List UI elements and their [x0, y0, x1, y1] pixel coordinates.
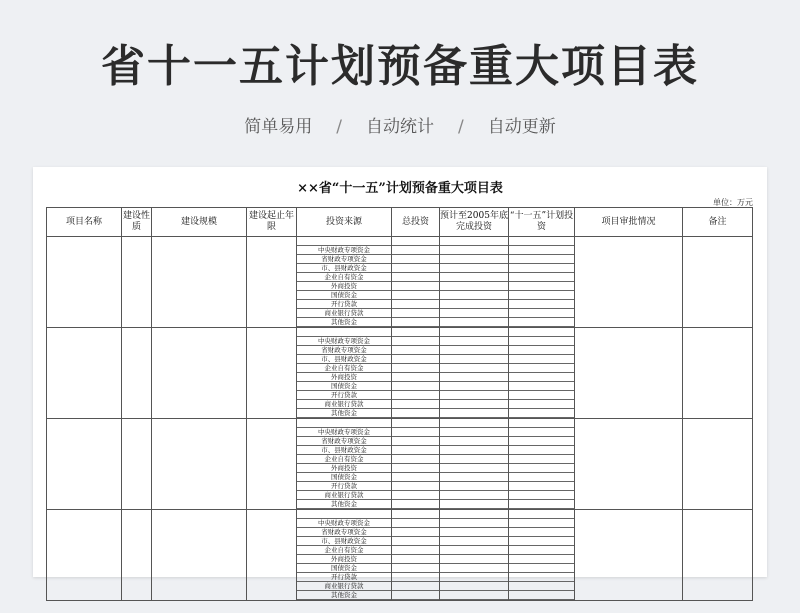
funding-cell [509, 582, 574, 591]
plan-cell [509, 237, 575, 328]
expected-cell [440, 237, 509, 328]
separator: / [336, 117, 342, 137]
funding-cell [392, 273, 439, 282]
total-cell [392, 237, 440, 328]
header-plan: “十一五”计划投资 [509, 208, 575, 237]
funding-cell [509, 564, 574, 573]
funding-cell [440, 318, 508, 327]
funding-cell [392, 464, 439, 473]
funding-cell [440, 409, 508, 418]
funding-source-label: 国债资金 [297, 382, 391, 391]
funding-cell [440, 337, 508, 346]
funding-source-label: 开行贷款 [297, 482, 391, 491]
funding-cell [509, 246, 574, 255]
project-name-cell[interactable] [47, 328, 122, 419]
funding-cell [440, 255, 508, 264]
funding-source-label: 省财政专项资金 [297, 528, 391, 537]
funding-cell [440, 482, 508, 491]
funding-source-label: 商业银行贷款 [297, 309, 391, 318]
expected-cell [440, 328, 509, 419]
funding-cell [509, 537, 574, 546]
funding-cell [392, 473, 439, 482]
funding-cell [509, 573, 574, 582]
funding-cell [440, 273, 508, 282]
funding-source-label: 开行贷款 [297, 573, 391, 582]
page-title: 省十一五计划预备重大项目表 [101, 41, 699, 92]
funding-cell [392, 500, 439, 509]
funding-cell [392, 282, 439, 291]
plan-cell [509, 510, 575, 601]
funding-cell [440, 591, 508, 600]
project-table [46, 207, 753, 601]
funding-cell [509, 591, 574, 600]
years-cell[interactable] [247, 419, 297, 510]
funding-cell [440, 473, 508, 482]
funding-cell [392, 264, 439, 273]
funding-source-label: 中央财政专项资金 [297, 519, 391, 528]
funding-source-label: 外商投资 [297, 373, 391, 382]
total-cell [392, 510, 440, 601]
funding-cell [392, 555, 439, 564]
source-cell [297, 419, 392, 510]
project-row [47, 328, 753, 419]
funding-cell [509, 391, 574, 400]
funding-cell [392, 519, 439, 528]
funding-cell [392, 346, 439, 355]
funding-cell [509, 255, 574, 264]
funding-source-label: 国债资金 [297, 291, 391, 300]
funding-cell [440, 446, 508, 455]
funding-cell [392, 309, 439, 318]
funding-cell [392, 255, 439, 264]
remark-cell[interactable] [683, 328, 753, 419]
funding-cell [440, 282, 508, 291]
funding-cell [509, 400, 574, 409]
scale-cell[interactable] [152, 237, 247, 328]
funding-cell [440, 246, 508, 255]
years-cell[interactable] [247, 237, 297, 328]
expected-cell [440, 419, 509, 510]
funding-cell [440, 573, 508, 582]
funding-cell [392, 318, 439, 327]
funding-cell [509, 491, 574, 500]
funding-cell [509, 409, 574, 418]
sheet-title: ××省“十一五”计划预备重大项目表 [297, 181, 503, 196]
scale-cell[interactable] [152, 419, 247, 510]
funding-cell [440, 355, 508, 364]
funding-cell [440, 582, 508, 591]
feature-auto-stats: 自动统计 [366, 117, 434, 137]
feature-tagline [0, 112, 800, 137]
funding-cell [440, 500, 508, 509]
funding-cell [392, 546, 439, 555]
funding-source-label: 国债资金 [297, 564, 391, 573]
funding-cell [440, 346, 508, 355]
funding-cell [509, 264, 574, 273]
header-approval: 项目审批情况 [575, 208, 683, 237]
funding-cell [509, 309, 574, 318]
feature-easy: 简单易用 [244, 117, 313, 137]
years-cell[interactable] [247, 328, 297, 419]
years-cell[interactable] [247, 510, 297, 601]
total-cell [392, 328, 440, 419]
funding-cell [440, 364, 508, 373]
remark-cell[interactable] [683, 419, 753, 510]
header-years: 建设起止年限 [247, 208, 297, 237]
funding-cell [392, 437, 439, 446]
funding-cell [440, 428, 508, 437]
funding-cell [509, 546, 574, 555]
separator: / [458, 117, 464, 137]
funding-cell [440, 300, 508, 309]
funding-cell [509, 318, 574, 327]
funding-cell [392, 382, 439, 391]
funding-source-label: 其他资金 [297, 409, 391, 418]
funding-source-label: 省财政专项资金 [297, 346, 391, 355]
funding-source-label: 外商投资 [297, 555, 391, 564]
funding-cell [392, 428, 439, 437]
funding-source-label: 省财政专项资金 [297, 255, 391, 264]
project-name-cell[interactable] [47, 237, 122, 328]
funding-source-label: 外商投资 [297, 464, 391, 473]
funding-cell [440, 291, 508, 300]
funding-source-label: 市、县财政资金 [297, 355, 391, 364]
funding-cell [440, 400, 508, 409]
header-remark: 备注 [683, 208, 753, 237]
funding-source-label: 企业自有资金 [297, 364, 391, 373]
funding-cell [392, 482, 439, 491]
funding-cell [509, 437, 574, 446]
approval-cell[interactable] [575, 510, 683, 601]
funding-cell [392, 528, 439, 537]
funding-cell [509, 273, 574, 282]
unit-label: 单位：万元 [713, 198, 753, 207]
funding-source-label: 开行贷款 [297, 391, 391, 400]
funding-cell [392, 246, 439, 255]
approval-cell[interactable] [575, 419, 683, 510]
total-cell [392, 419, 440, 510]
plan-cell [509, 419, 575, 510]
nature-cell[interactable] [122, 419, 152, 510]
funding-cell [509, 482, 574, 491]
funding-source-label: 商业银行贷款 [297, 491, 391, 500]
funding-source-label: 国债资金 [297, 473, 391, 482]
funding-cell [509, 473, 574, 482]
funding-cell [440, 382, 508, 391]
funding-cell [392, 355, 439, 364]
funding-cell [392, 455, 439, 464]
project-row [47, 510, 753, 601]
funding-cell [440, 391, 508, 400]
scale-cell[interactable] [152, 510, 247, 601]
spreadsheet-preview [33, 167, 767, 599]
funding-cell [509, 428, 574, 437]
funding-source-label: 外商投资 [297, 282, 391, 291]
funding-cell [509, 464, 574, 473]
remark-cell[interactable] [683, 237, 753, 328]
funding-source-label: 市、县财政资金 [297, 446, 391, 455]
header-scale: 建设规模 [152, 208, 247, 237]
expected-cell [440, 510, 509, 601]
source-cell [297, 237, 392, 328]
funding-cell [440, 373, 508, 382]
header-row [47, 208, 753, 237]
funding-cell [440, 455, 508, 464]
funding-cell [440, 528, 508, 537]
funding-source-label: 企业自有资金 [297, 546, 391, 555]
funding-cell [440, 519, 508, 528]
funding-cell [440, 464, 508, 473]
funding-cell [392, 364, 439, 373]
funding-cell [440, 546, 508, 555]
funding-source-label: 市、县财政资金 [297, 537, 391, 546]
nature-cell[interactable] [122, 328, 152, 419]
funding-source-label: 企业自有资金 [297, 273, 391, 282]
funding-cell [392, 491, 439, 500]
funding-cell [392, 573, 439, 582]
remark-cell[interactable] [683, 510, 753, 601]
funding-source-label: 其他资金 [297, 318, 391, 327]
nature-cell[interactable] [122, 237, 152, 328]
funding-cell [509, 364, 574, 373]
funding-cell [392, 373, 439, 382]
funding-source-label: 中央财政专项资金 [297, 337, 391, 346]
funding-cell [392, 591, 439, 600]
funding-source-label: 其他资金 [297, 500, 391, 509]
funding-cell [392, 291, 439, 300]
funding-cell [509, 382, 574, 391]
header-total: 总投资 [392, 208, 440, 237]
funding-cell [440, 437, 508, 446]
project-name-cell[interactable] [47, 510, 122, 601]
source-cell [297, 328, 392, 419]
funding-cell [509, 455, 574, 464]
funding-cell [392, 582, 439, 591]
funding-cell [509, 337, 574, 346]
funding-source-label: 市、县财政资金 [297, 264, 391, 273]
funding-cell [509, 346, 574, 355]
nature-cell[interactable] [122, 510, 152, 601]
funding-source-label: 商业银行贷款 [297, 400, 391, 409]
funding-cell [392, 446, 439, 455]
funding-cell [509, 373, 574, 382]
funding-cell [440, 555, 508, 564]
funding-cell [440, 537, 508, 546]
source-cell [297, 510, 392, 601]
funding-cell [392, 409, 439, 418]
funding-cell [392, 537, 439, 546]
funding-source-label: 开行贷款 [297, 300, 391, 309]
funding-cell [509, 446, 574, 455]
project-name-cell[interactable] [47, 419, 122, 510]
project-row [47, 237, 753, 328]
approval-cell[interactable] [575, 328, 683, 419]
header-project-name: 项目名称 [47, 208, 122, 237]
approval-cell[interactable] [575, 237, 683, 328]
plan-cell [509, 328, 575, 419]
funding-cell [392, 564, 439, 573]
funding-source-label: 其他资金 [297, 591, 391, 600]
funding-cell [509, 282, 574, 291]
feature-auto-update: 自动更新 [487, 117, 556, 137]
scale-cell[interactable] [152, 328, 247, 419]
funding-source-label: 中央财政专项资金 [297, 246, 391, 255]
funding-cell [392, 391, 439, 400]
funding-cell [509, 519, 574, 528]
funding-cell [509, 528, 574, 537]
funding-cell [509, 291, 574, 300]
header-expected-2005: 预计至2005年底完成投资 [440, 208, 509, 237]
funding-cell [509, 500, 574, 509]
funding-cell [392, 400, 439, 409]
funding-cell [440, 309, 508, 318]
funding-cell [392, 337, 439, 346]
funding-source-label: 商业银行贷款 [297, 582, 391, 591]
funding-cell [509, 555, 574, 564]
funding-cell [509, 300, 574, 309]
project-row [47, 419, 753, 510]
funding-cell [509, 355, 574, 364]
header-source: 投资来源 [297, 208, 392, 237]
funding-cell [392, 300, 439, 309]
header-nature: 建设性质 [122, 208, 152, 237]
funding-cell [440, 264, 508, 273]
funding-source-label: 省财政专项资金 [297, 437, 391, 446]
funding-cell [440, 564, 508, 573]
funding-cell [440, 491, 508, 500]
funding-source-label: 中央财政专项资金 [297, 428, 391, 437]
funding-source-label: 企业自有资金 [297, 455, 391, 464]
